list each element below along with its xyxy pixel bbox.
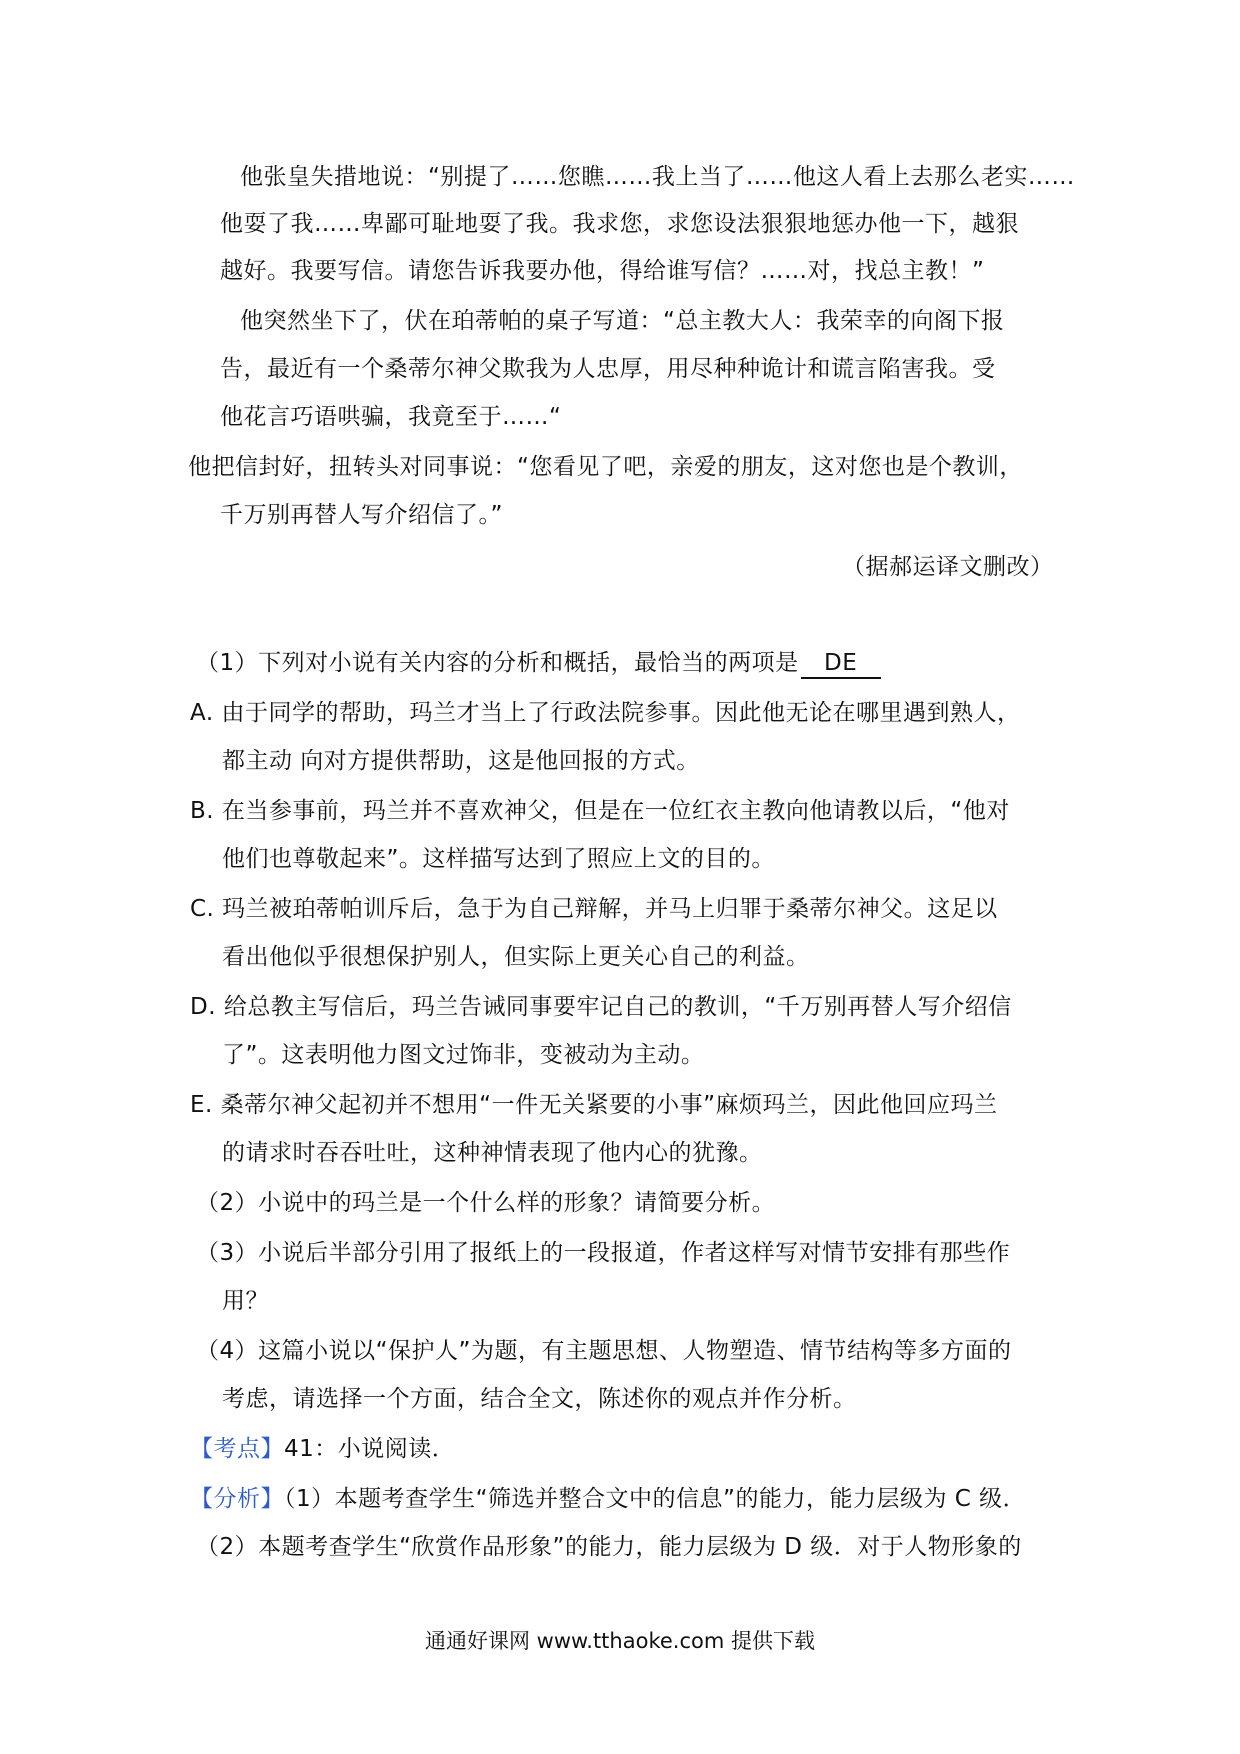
fenxi-label: 【分析】 xyxy=(190,1486,284,1512)
story-p3-line1: 他把信封好，扭转头对同事说：“您看见了吧，亲爱的朋友，这对您也是个教训， xyxy=(188,454,1023,480)
story-p1-line2: 他耍了我……卑鄙可耻地耍了我。我求您，求您设法狠狠地惩办他一下，越狠 xyxy=(220,211,1019,237)
kaodian-row xyxy=(190,1432,455,1466)
option-d-line1: D. 给总教主写信后，玛兰告诫同事要牢记自己的教训，“千万别再替人写介绍信 xyxy=(190,994,1012,1020)
question-1-answer: DE xyxy=(801,649,881,679)
option-e-line1: E. 桑蒂尔神父起初并不想用“一件无关紧要的小事”麻烦玛兰，因此他回应玛兰 xyxy=(190,1092,998,1118)
question-1-prompt xyxy=(196,646,881,680)
question-1-text: （1）下列对小说有关内容的分析和概括，最恰当的两项是 xyxy=(196,650,799,676)
story-source: （据郝运译文删改） xyxy=(842,554,1054,580)
option-a-line2: 都主动 向对方提供帮助，这是他回报的方式。 xyxy=(222,748,700,774)
kaodian-label: 【考点】 xyxy=(190,1436,284,1462)
option-b-line1: B. 在当参事前，玛兰并不喜欢神父，但是在一位红衣主教向他请教以后，“他对 xyxy=(190,798,1010,824)
option-e-line2: 的请求时吞吞吐吐，这种神情表现了他内心的犹豫。 xyxy=(222,1140,763,1166)
option-a-line1: A. 由于同学的帮助，玛兰才当上了行政法院参事。因此他无论在哪里遇到熟人， xyxy=(190,700,1021,726)
question-4-line2: 考虑，请选择一个方面，结合全文，陈述你的观点并作分析。 xyxy=(222,1386,857,1412)
question-3-line2: 用？ xyxy=(222,1288,269,1314)
story-p3-line2: 千万别再替人写介绍信了。” xyxy=(220,502,503,528)
page-footer: 通通好课网 www.tthaoke.com 提供下载 xyxy=(425,1629,815,1653)
question-2: （2）小说中的玛兰是一个什么样的形象？请简要分析。 xyxy=(196,1190,776,1216)
kaodian-text: 41：小说阅读． xyxy=(284,1436,456,1462)
story-p2-line2: 告，最近有一个桑蒂尔神父欺我为人忠厚，用尽种种诡计和谎言陷害我。受 xyxy=(220,356,996,382)
fenxi-line2: （2）本题考查学生“欣赏作品形象”的能力，能力层级为 D 级．对于人物形象的 xyxy=(196,1534,1022,1560)
fenxi-text: （1）本题考查学生“筛选并整合文中的信息”的能力，能力层级为 C 级． xyxy=(284,1486,1027,1512)
story-p1-line3: 越好。我要写信。请您告诉我要办他，得给谁写信？……对，找总主教！” xyxy=(220,258,985,284)
story-p1-line1: 他张皇失措地说：“别提了……您瞧……我上当了……他这人看上去那么老实…… xyxy=(240,164,1075,190)
story-p2-line3: 他花言巧语哄骗，我竟至于……“ xyxy=(220,404,562,430)
option-b-line2: 他们也尊敬起来”。这样描写达到了照应上文的目的。 xyxy=(222,846,775,872)
option-c-line1: C. 玛兰被珀蒂帕训斥后，急于为自己辩解，并马上归罪于桑蒂尔神父。这足以 xyxy=(190,896,998,922)
question-4-line1: （4）这篇小说以“保护人”为题，有主题思想、人物塑造、情节结构等多方面的 xyxy=(196,1338,1012,1364)
question-3-line1: （3）小说后半部分引用了报纸上的一段报道，作者这样写对情节安排有那些作 xyxy=(196,1240,1011,1266)
option-c-line2: 看出他似乎很想保护别人，但实际上更关心自己的利益。 xyxy=(222,944,810,970)
story-p2-line1: 他突然坐下了，伏在珀蒂帕的桌子写道：“总主教大人：我荣幸的向阁下报 xyxy=(240,308,1005,334)
fenxi-row xyxy=(190,1482,1026,1516)
option-d-line2: 了”。这表明他力图文过饰非，变被动为主动。 xyxy=(222,1042,705,1068)
